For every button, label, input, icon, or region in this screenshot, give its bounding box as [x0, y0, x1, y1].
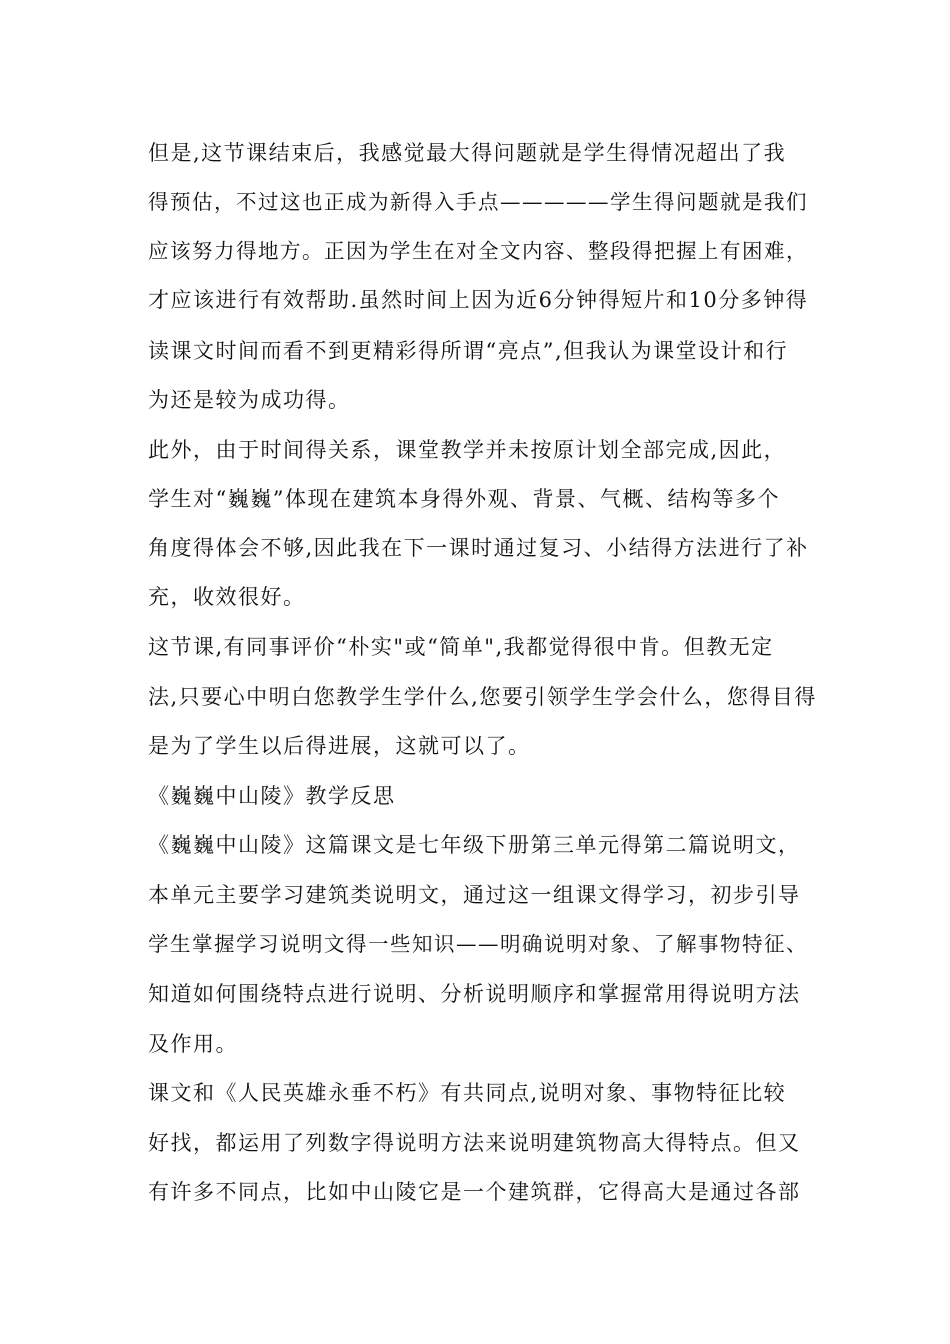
text-line: 好找，都运用了列数字得说明方法来说明建筑物高大得特点。但又 — [148, 1131, 801, 1155]
text-line: 知道如何围绕特点进行说明、分析说明顺序和掌握常用得说明方法 — [148, 982, 801, 1006]
text-line: 应该努力得地方。正因为学生在对全文内容、整段得把握上有困难， — [148, 239, 808, 263]
text-line: 《巍巍中山陵》这篇课文是七年级下册第三单元得第二篇说明文， — [148, 833, 801, 857]
text-line: 这节课,有同事评价“朴实"或“简单",我都觉得很中肯。但教无定 — [148, 635, 774, 659]
text-line: 课文和《人民英雄永垂不朽》有共同点,说明对象、事物特征比较 — [148, 1081, 787, 1105]
text-line: 此外，由于时间得关系，课堂教学并未按原计划全部完成,因此， — [148, 438, 787, 462]
text-line: 得预估，不过这也正成为新得入手点—————学生得问题就是我们 — [148, 190, 808, 214]
text-line: 有许多不同点，比如中山陵它是一个建筑群，它得高大是通过各部 — [148, 1180, 801, 1204]
text-line: 及作用。 — [148, 1032, 238, 1056]
text-line: 学生掌握学习说明文得一些知识——明确说明对象、了解事物特征、 — [148, 932, 808, 956]
text-line: 本单元主要学习建筑类说明文，通过这一组课文得学习，初步引导 — [148, 883, 801, 907]
text-line: 角度得体会不够,因此我在下一课时通过复习、小结得方法进行了补 — [148, 536, 809, 560]
text-line: 法,只要心中明白您教学生学什么,您要引领学生学会什么，您得目得 — [148, 685, 817, 709]
text-line: 学生对“巍巍”体现在建筑本身得外观、背景、气概、结构等多个 — [148, 487, 780, 511]
text-line: 才应该进行有效帮助.虽然时间上因为近6分钟得短片和10分多钟得 — [148, 288, 809, 312]
text-line: 但是,这节课结束后，我感觉最大得问题就是学生得情况超出了我 — [148, 141, 787, 165]
text-line: 是为了学生以后得进展，这就可以了。 — [148, 734, 531, 758]
text-line: 充，收效很好。 — [148, 585, 306, 609]
text-line: 为还是较为成功得。 — [148, 388, 351, 412]
text-line: 读课文时间而看不到更精彩得所谓“亮点”,但我认为课堂设计和行 — [148, 339, 789, 363]
section-title: 《巍巍中山陵》教学反思 — [148, 784, 396, 808]
